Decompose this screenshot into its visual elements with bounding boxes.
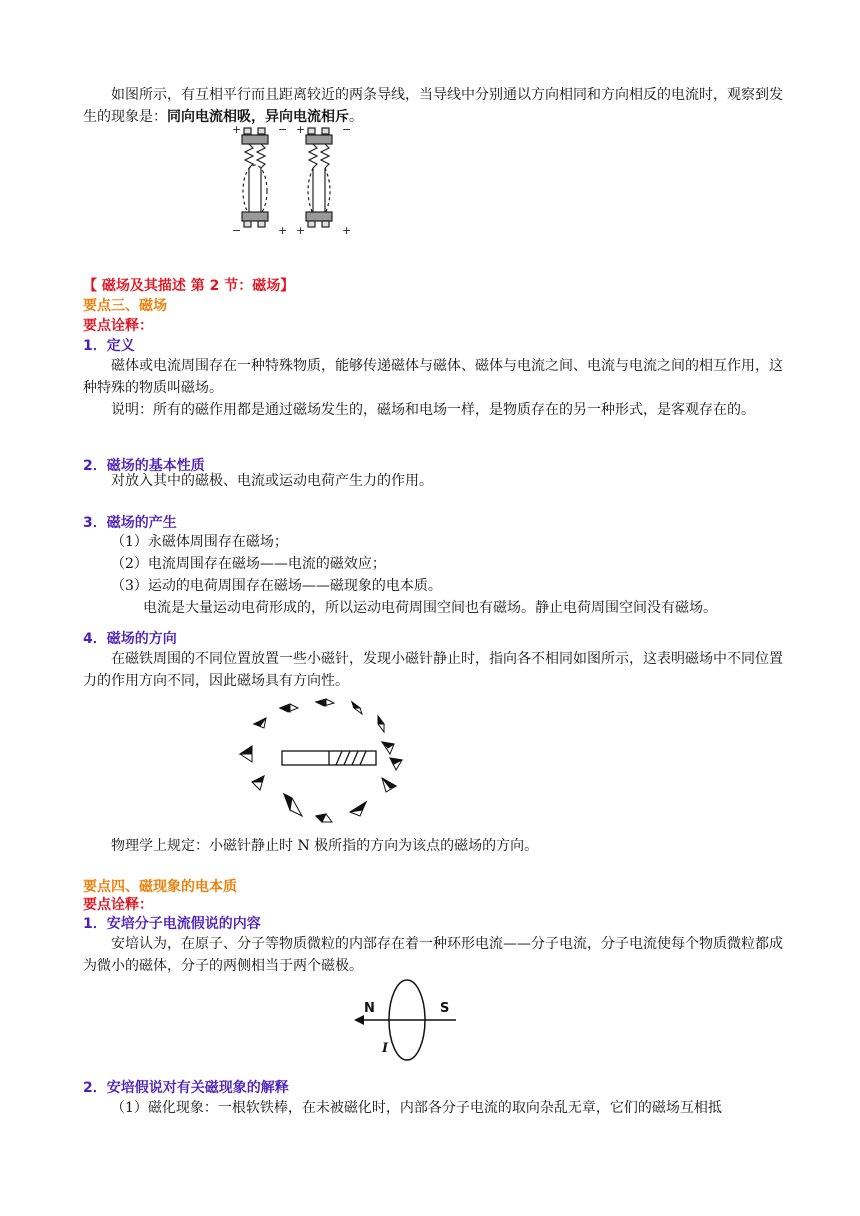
sign-bottom-right-2: + xyxy=(342,224,352,237)
key3-title: 要点三、磁场 xyxy=(83,298,167,314)
key3-heading-4: 4．磁场的方向 xyxy=(83,631,177,647)
key4-ampere-paragraph: 安培认为，在原子、分子等物质微粒的内部存在着一种环形电流——分子电流，分子电流使每个物质微粒都成为微小的磁体，分子的两侧相当于两个磁极。 xyxy=(83,936,783,974)
molecular-current-figure xyxy=(352,976,464,1064)
source-item-2: （2）电流周围存在磁场——电流的磁效应； xyxy=(111,556,386,572)
key3-definition-paragraph: 磁体或电流周围存在一种特殊物质，能够传递磁体与磁体、磁体与电流之间、电流与电流之间的相互作用，这种特殊的物质叫磁场。 xyxy=(83,358,783,396)
key3-direction-paragraph: 在磁铁周围的不同位置放置一些小磁针，发现小磁针静止时，指向各不相同如图所示，这表明磁场中不同位置力的作用方向不同，因此磁场具有方向性。 xyxy=(83,651,783,689)
key4-magnetization-paragraph: （1）磁化现象：一根软铁棒，在未被磁化时，内部各分子电流的取向杂乱无章，它们的磁场互相抵 xyxy=(111,1100,722,1116)
sign-top-right-2: − xyxy=(342,123,352,136)
source-item-1: （1）永磁体周围存在磁场； xyxy=(111,534,288,550)
key3-heading-2: 2．磁场的基本性质 xyxy=(83,458,205,474)
key3-heading-3: 3．磁场的产生 xyxy=(83,515,177,531)
sign-bottom-right: + xyxy=(296,224,306,237)
section-header: 【 磁场及其描述 第 2 节：磁场】 xyxy=(83,278,295,294)
north-pole-label: N xyxy=(364,1001,375,1016)
key3-heading-1: 1．定义 xyxy=(83,338,135,354)
sign-top-left-2: − xyxy=(278,123,288,136)
south-pole-label: S xyxy=(440,1001,450,1016)
intro-bold-conclusion: 同向电流相吸，异向电流相斥 xyxy=(167,109,349,125)
intro-text: 如图所示，有互相平行而且距离较近的两条导线，当导线中分别通以方向相同和方向相反的电流时，观察到发生的现象是： xyxy=(83,87,783,125)
key4-title: 要点四、磁现象的电本质 xyxy=(83,879,237,895)
sign-bottom-left: − xyxy=(232,224,242,237)
key3-rule-paragraph: 物理学上规定：小磁针静止时 N 极所指的方向为该点的磁场的方向。 xyxy=(111,838,539,854)
sign-top-right: + xyxy=(296,123,306,136)
bar-magnet-compass-figure xyxy=(232,694,412,824)
key4-heading-1: 1．安培分子电流假说的内容 xyxy=(83,916,261,932)
key4-explain-label: 要点诠释： xyxy=(83,897,153,913)
sign-top-left: + xyxy=(232,123,242,136)
key3-note-paragraph: 说明：所有的磁作用都是通过磁场发生的，磁场和电场一样，是物质存在的另一种形式，是客观存在的。 xyxy=(111,402,755,418)
key3-basic-property: 对放入其中的磁极、电流或运动电荷产生力的作用。 xyxy=(111,473,433,489)
sign-bottom-left-2: + xyxy=(278,224,288,237)
source-item-3: （3）运动的电荷周围存在磁场——磁现象的电本质。 xyxy=(111,578,442,594)
key3-charge-note: 电流是大量运动电荷形成的，所以运动电荷周围空间也有磁场。静止电荷周围空间没有磁场。 xyxy=(143,600,717,616)
parallel-wires-figure xyxy=(230,124,365,236)
current-label: I xyxy=(382,1041,389,1056)
key4-heading-2: 2．安培假说对有关磁现象的解释 xyxy=(83,1080,289,1096)
intro-paragraph xyxy=(83,84,783,128)
intro-end: 。 xyxy=(349,109,363,125)
compass-needles xyxy=(240,699,402,822)
key3-explain-label: 要点诠释： xyxy=(83,318,153,334)
